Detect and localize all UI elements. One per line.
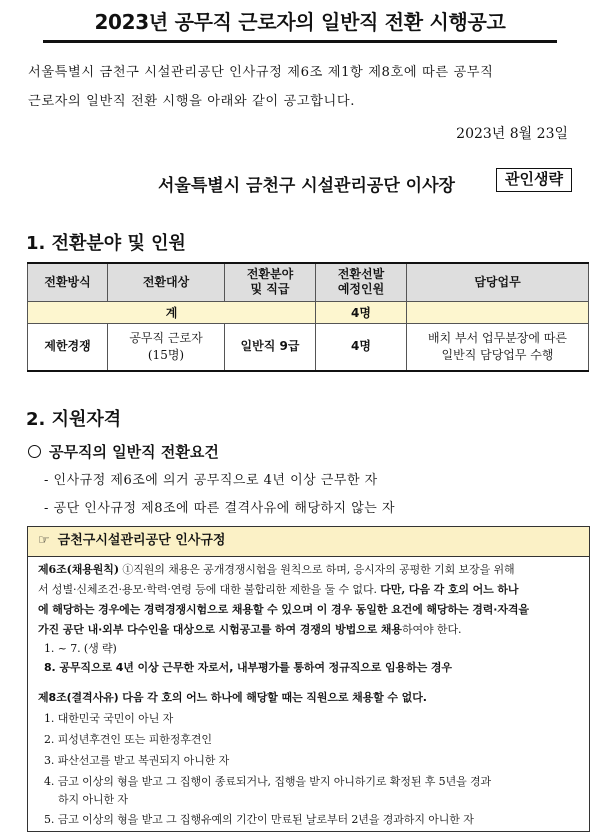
row-method: 제한경쟁 <box>28 323 108 371</box>
row-duty-line-1: 배치 부서 업무분장에 따른 <box>428 330 567 345</box>
signer-name: 서울특별시 금천구 시설관리공단 이사장 <box>158 176 455 196</box>
article6-line-1 <box>38 561 515 577</box>
article6-text-4a: 가진 공단 내·외부 다수인을 대상으로 시험공고를 하여 경쟁의 방법으로 채용 <box>38 623 402 636</box>
total-count: 4명 <box>316 301 407 323</box>
header-target: 전환대상 <box>108 263 225 301</box>
intro-line-1: 서울특별시 금천구 시설관리공단 인사규정 제6조 제1항 제8호에 따른 공무직 <box>28 65 494 80</box>
article8-item-4-cont: 하지 아니한 자 <box>58 793 128 806</box>
header-field: 전환분야 및 직급 <box>225 263 316 301</box>
article6-text-4b: 하여야 한다. <box>401 623 462 636</box>
article6-line-5: 1. ~ 7. (생 략) <box>44 642 117 655</box>
total-label: 계 <box>28 301 316 323</box>
article6-line-4 <box>38 621 461 637</box>
article8-heading: 제8조(결격사유) 다음 각 호의 어느 하나에 해당할 때는 직원으로 채용할 수 없다. <box>38 691 427 704</box>
section-2-title: 2. 지원자격 <box>26 409 122 430</box>
article8-item-3: 3. 파산선고를 받고 복권되지 아니한 자 <box>44 754 230 767</box>
title-underline <box>43 40 557 43</box>
row-field: 일반직 9급 <box>225 323 316 371</box>
section-1-title: 1. 전환분야 및 인원 <box>26 233 186 254</box>
article6-text-1: ①직원의 채용은 공개경쟁시험을 원칙으로 하며, 응시자의 공평한 기회 보장을 위해 <box>118 563 515 576</box>
header-count: 전환선발 예정인원 <box>316 263 407 301</box>
row-count: 4명 <box>316 323 407 371</box>
total-empty <box>407 301 589 323</box>
row-duty <box>407 323 589 371</box>
article6-text-2b: 다만, 다음 각 호의 어느 하나 <box>380 583 519 596</box>
document-title: 2023년 공무직 근로자의 일반직 전환 시행공고 <box>94 10 506 34</box>
article8-item-4: 4. 금고 이상의 형을 받고 그 집행이 종료되거나, 집행을 받지 아니하기로 확정된 후 5년을 경과 <box>44 775 492 788</box>
row-target-line-2: (15명) <box>147 347 185 362</box>
row-target <box>108 323 225 371</box>
announcement-date: 2023년 8월 23일 <box>456 126 568 142</box>
article6-label: 제6조(채용원칙) <box>38 563 119 576</box>
regulation-box <box>27 526 590 832</box>
article6-line-2 <box>38 581 518 597</box>
table-row <box>28 323 589 371</box>
table-header-row <box>28 263 589 301</box>
conversion-table <box>27 262 589 372</box>
pointing-hand-icon: ☞ <box>38 533 50 548</box>
row-duty-line-2: 일반직 담당업무 수행 <box>441 347 554 362</box>
intro-line-2: 근로자의 일반직 전환 시행을 아래와 같이 공고합니다. <box>28 94 356 109</box>
table-total-row <box>28 301 589 323</box>
circle-bullet-icon <box>28 445 41 458</box>
article8-item-1: 1. 대한민국 국민이 아닌 자 <box>44 712 174 725</box>
article8-item-5: 5. 금고 이상의 형을 받고 그 집행유예의 기간이 만료된 날로부터 2년을 경과하지 아니한 자 <box>44 813 474 826</box>
requirement-item-2: - 공단 인사규정 제8조에 따른 결격사유에 해당하지 않는 자 <box>44 501 396 516</box>
regulation-title-bar <box>28 527 589 557</box>
regulation-title: 금천구시설관리공단 인사규정 <box>57 533 226 548</box>
requirement-heading <box>28 441 219 462</box>
header-duty: 담당업무 <box>407 263 589 301</box>
requirement-heading-text: 공무직의 일반직 전환요건 <box>49 443 219 461</box>
article6-text-2a: 서 성별·신체조건·용모·학력·연령 등에 대한 불합리한 제한을 둘 수 없다. <box>38 583 381 596</box>
article8-item-2: 2. 피성년후견인 또는 피한정후견인 <box>44 733 212 746</box>
requirement-item-1: - 인사규정 제6조에 의거 공무직으로 4년 이상 근무한 자 <box>44 473 378 488</box>
row-target-line-1: 공무직 근로자 <box>129 330 203 345</box>
seal-omitted-box: 관인생략 <box>496 168 572 192</box>
article6-line-6: 8. 공무직으로 4년 이상 근무한 자로서, 내부평가를 통하여 정규직으로 임용하는 경우 <box>44 661 452 674</box>
header-method: 전환방식 <box>28 263 108 301</box>
article6-line-3: 에 해당하는 경우에는 경력경쟁시험으로 채용할 수 있으며 이 경우 동일한 요건에 해당하는 경력·자격을 <box>38 603 529 616</box>
